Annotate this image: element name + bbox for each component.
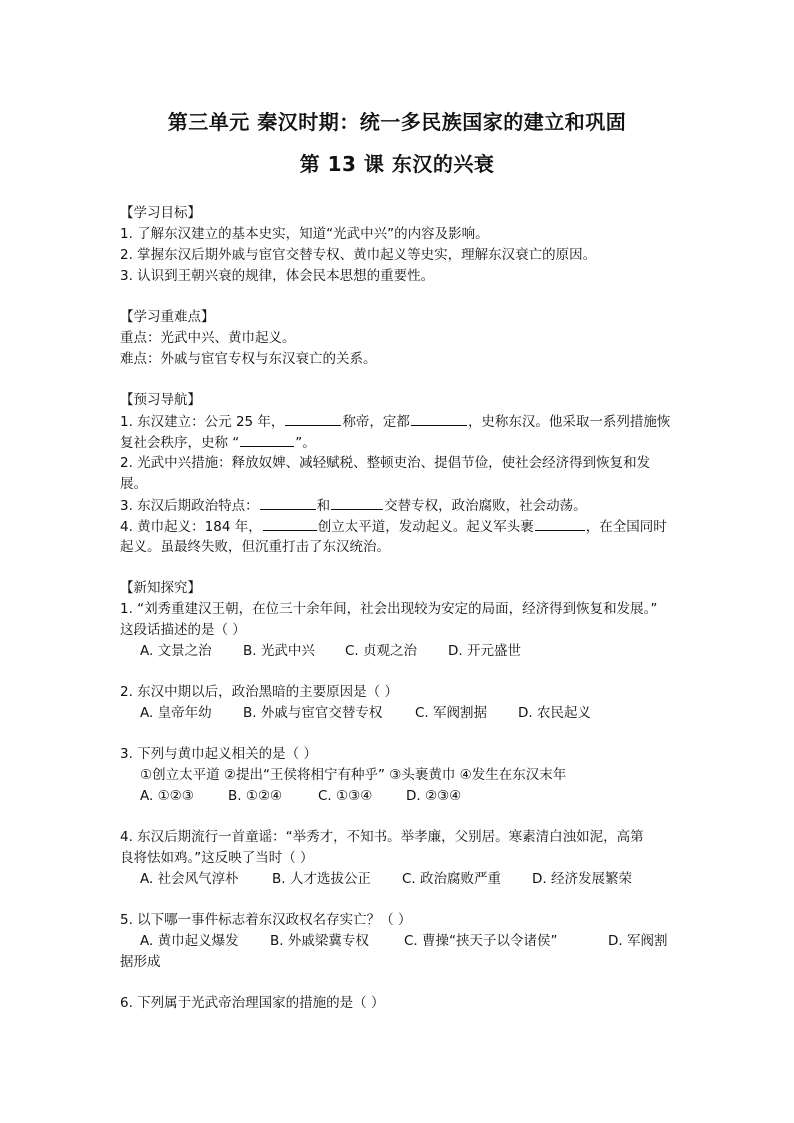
question-2-stem: 2. 东汉中期以后，政治黑暗的主要原因是（ ） [120,684,398,700]
question-1-stem: 1. “刘秀重建汉王朝，在位三十余年间，社会出现较为安定的局面，经济得到恢复和发展。” [120,601,658,617]
option-a[interactable]: A. 皇帝年幼 [140,705,212,721]
option-d[interactable]: D. ②③④ [406,788,462,804]
lesson-title: 第 13 课 东汉的兴衰 [299,152,495,176]
fill-blank[interactable] [240,432,294,447]
preview-question-2: 2. 光武中兴措施：释放奴婢、减轻赋税、整顿吏治、提倡节俭，使社会经济得到恢复和发 [120,455,651,471]
fill-blank[interactable] [535,516,585,531]
option-b[interactable]: B. 外戚与宦官交替专权 [243,705,383,721]
fill-blank[interactable] [260,495,316,510]
fill-blank[interactable] [411,411,467,426]
option-c[interactable]: C. 曹操“挟天子以令诸侯” [404,933,558,949]
preview-question-3: 3. 东汉后期政治特点： 和 交替专权，政治腐败，社会动荡。 [120,495,587,516]
preview-question-4-cont: 起义。虽最终失败，但沉重打击了东汉统治。 [120,539,390,555]
explore-heading: 【新知探究】 [120,580,201,596]
unit-title: 第三单元 秦汉时期：统一多民族国家的建立和巩固 [167,110,627,134]
question-1-stem-cont: 这段话描述的是（ ） [120,622,246,638]
option-d[interactable]: D. 开元盛世 [448,643,521,659]
option-a[interactable]: A. 文景之治 [140,643,212,659]
question-3-stem: 3. 下列与黄巾起义相关的是（ ） [120,746,317,762]
option-d[interactable]: D. 经济发展繁荣 [532,871,632,887]
question-5-stem: 5. 以下哪一事件标志着东汉政权名存实亡？（ ） [120,912,412,928]
option-c[interactable]: C. 军阀割据 [415,705,488,721]
option-d[interactable]: D. 农民起义 [518,705,591,721]
option-b[interactable]: B. 人才选拔公正 [272,871,371,887]
preview-question-1-cont: 复社会秩序，史称 “ ”。 [120,432,316,453]
objectives-heading: 【学习目标】 [120,205,201,221]
option-a[interactable]: A. 社会风气淳朴 [140,871,239,887]
question-3-statements: ①创立太平道 ②提出“王侯将相宁有种乎” ③头裹黄巾 ④发生在东汉末年 [140,767,567,783]
option-a[interactable]: A. 黄巾起义爆发 [140,933,239,949]
key-point: 重点：光武中兴、黄巾起义。 [120,330,296,346]
preview-question-2-cont: 展。 [120,476,147,492]
question-4-stem-cont: 良将怯如鸡。”这反映了当时（ ） [120,850,314,866]
option-b[interactable]: B. 光武中兴 [243,643,315,659]
preview-heading: 【预习导航】 [120,392,201,408]
difficult-point: 难点：外戚与宦官专权与东汉衰亡的关系。 [120,351,377,367]
option-c[interactable]: C. 贞观之治 [345,643,418,659]
option-a[interactable]: A. ①②③ [140,788,194,804]
option-c[interactable]: C. ①③④ [318,788,373,804]
objective-item: 3. 认识到王朝兴衰的规律，体会民本思想的重要性。 [120,268,435,284]
objective-item: 1. 了解东汉建立的基本史实，知道“光武中兴”的内容及影响。 [120,226,489,242]
objective-item: 2. 掌握东汉后期外戚与宦官交替专权、黄巾起义等史实，理解东汉衰亡的原因。 [120,247,597,263]
fill-blank[interactable] [263,516,317,531]
keypoints-heading: 【学习重难点】 [120,309,215,325]
preview-question-4: 4. 黄巾起义：184 年， 创立太平道，发动起义。起义军头裹 ，在全国同时 [120,516,667,537]
option-c[interactable]: C. 政治腐败严重 [402,871,502,887]
option-b[interactable]: B. ①②④ [228,788,283,804]
option-d[interactable]: D. 军阀割 [608,933,668,949]
question-5-option-d-cont: 据形成 [120,954,161,970]
fill-blank[interactable] [331,495,383,510]
question-6-stem: 6. 下列属于光武帝治理国家的措施的是（ ） [120,995,385,1011]
preview-question-1: 1. 东汉建立：公元 25 年， 称帝，定都 ，史称东汉。他采取一系列措施恢 [120,411,670,432]
option-b[interactable]: B. 外戚梁冀专权 [270,933,369,949]
fill-blank[interactable] [285,411,341,426]
question-4-stem: 4. 东汉后期流行一首童谣：“举秀才，不知书。举孝廉，父别居。寒素清白浊如泥，高第 [120,829,644,845]
